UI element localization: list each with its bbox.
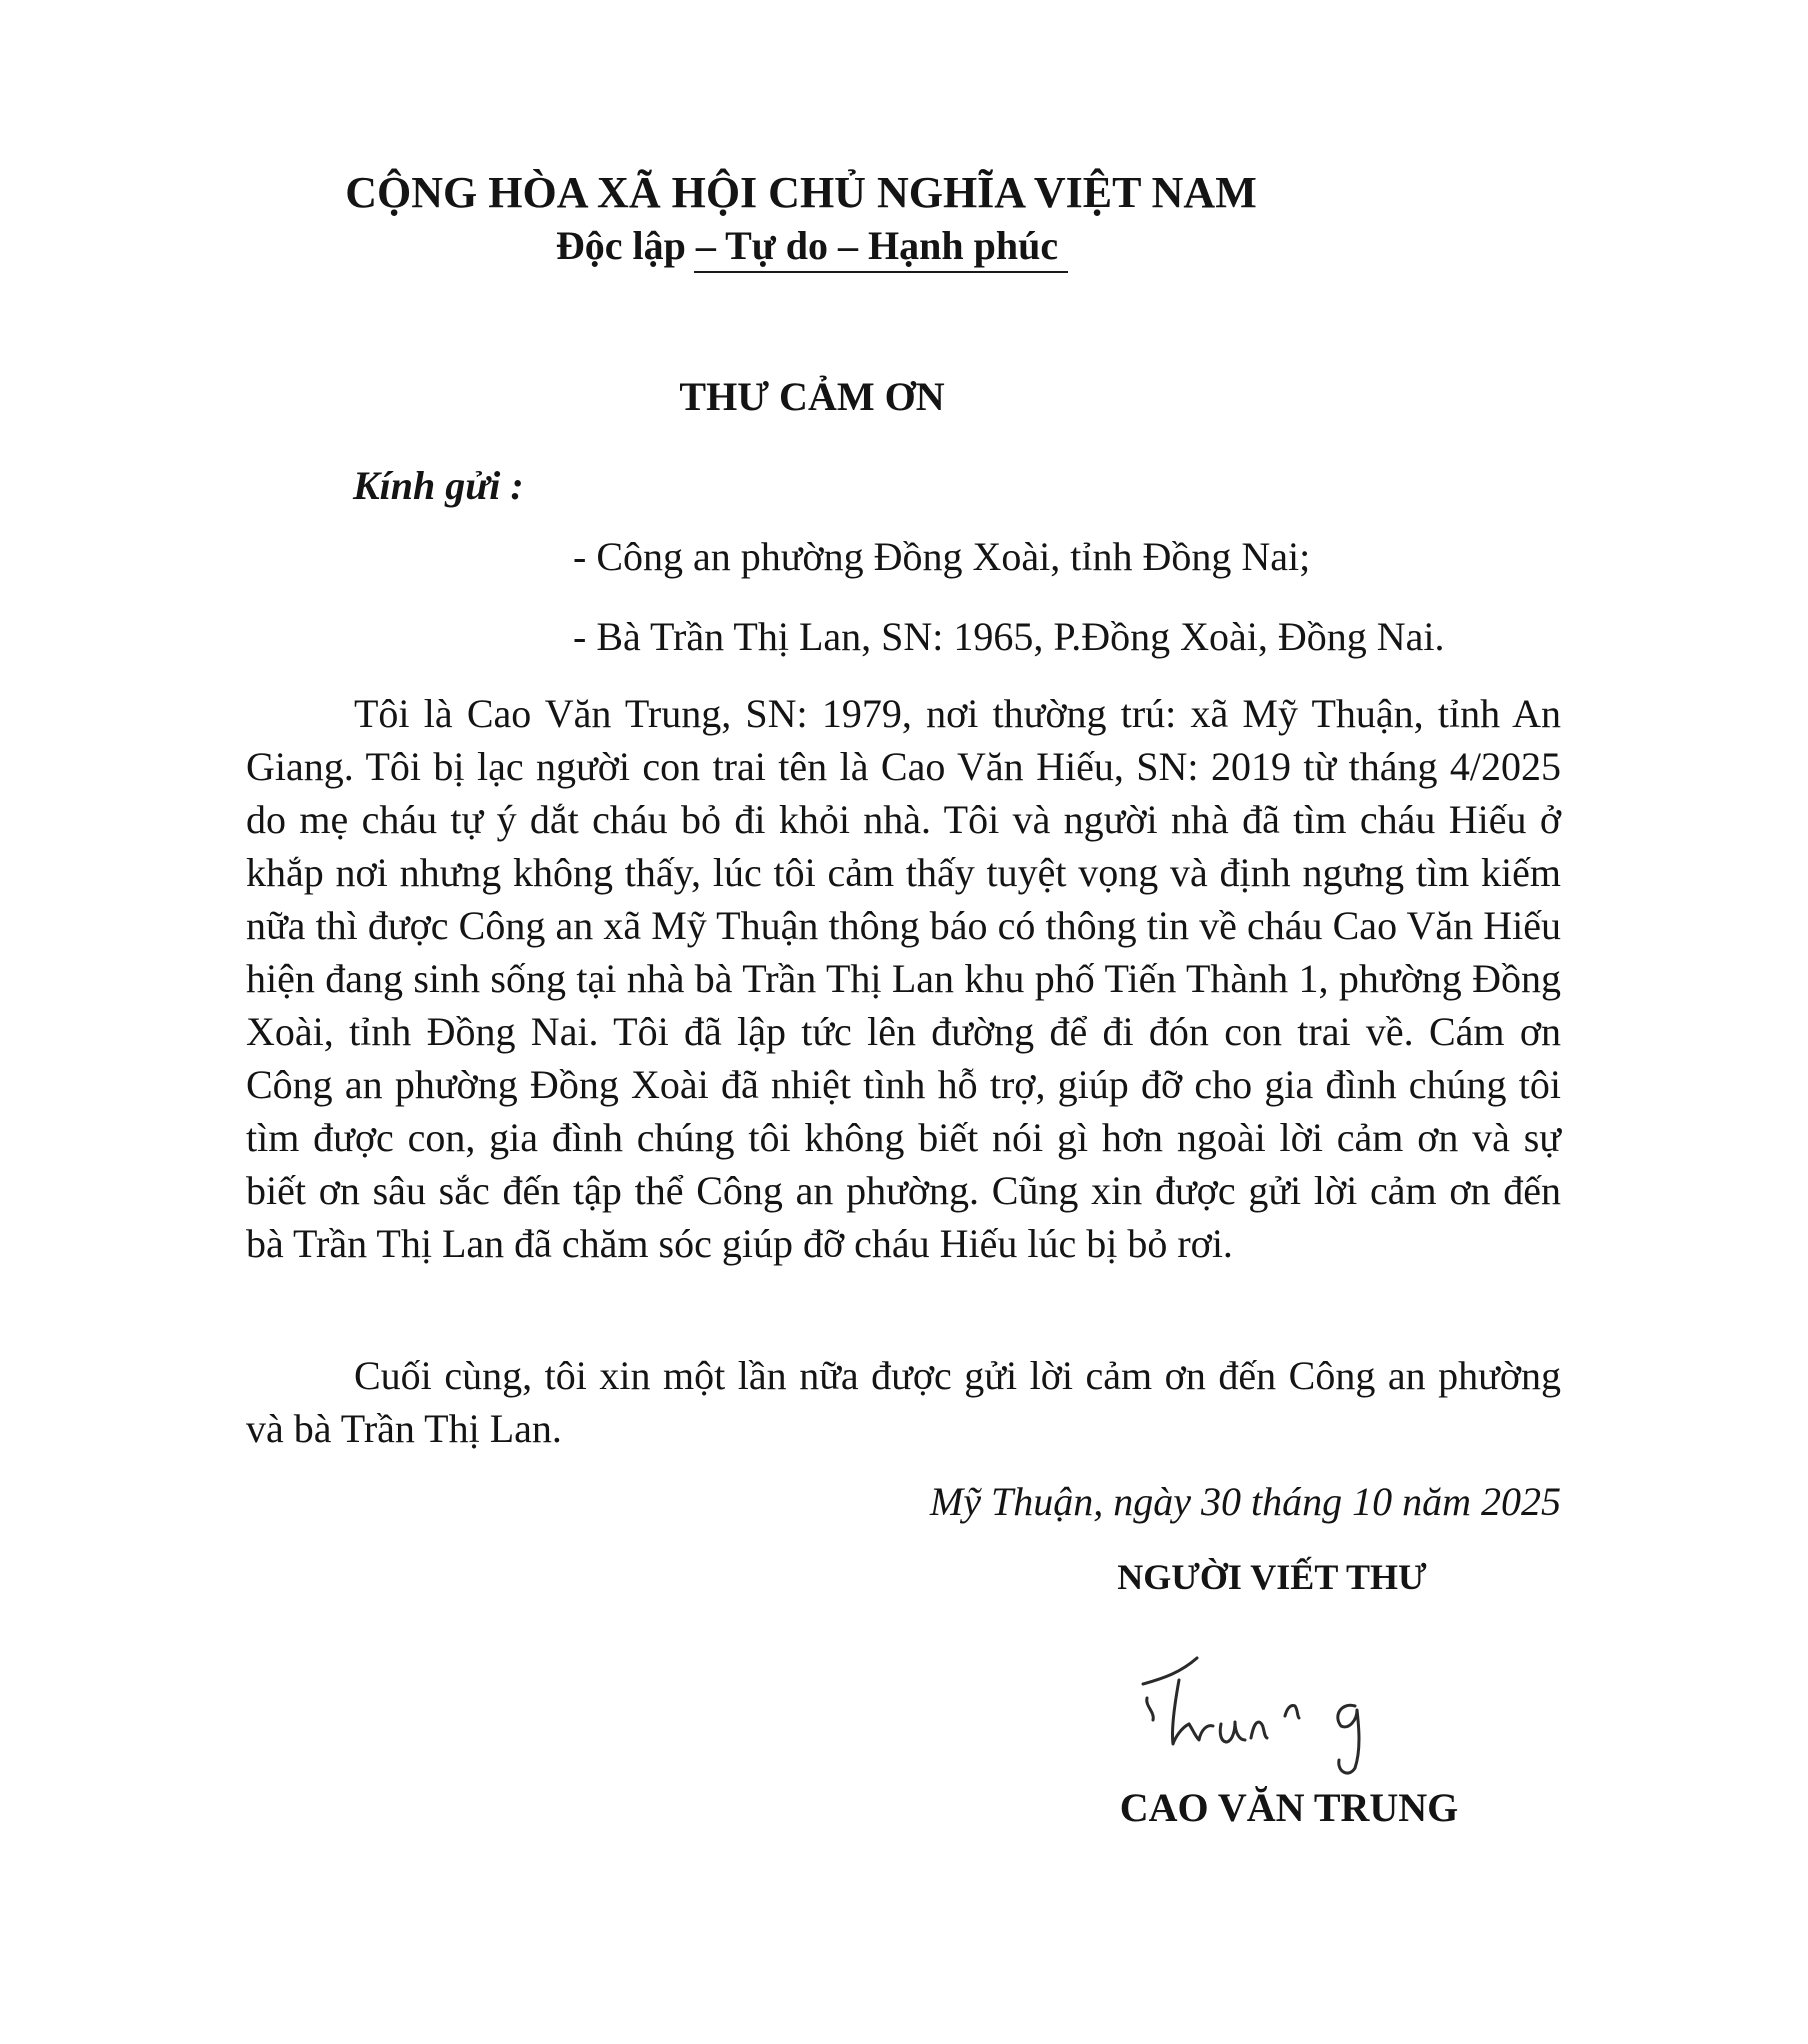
signer-name: CAO VĂN TRUNG bbox=[1119, 1785, 1459, 1830]
signer-title: NGƯỜI VIẾT THƯ bbox=[1117, 1557, 1427, 1597]
motto-underline bbox=[694, 271, 1068, 273]
place-and-date: Mỹ Thuận, ngày 30 tháng 10 năm 2025 bbox=[929, 1479, 1561, 1524]
national-motto: Độc lập – Tự do – Hạnh phúc bbox=[555, 223, 1059, 268]
handwritten-signature bbox=[1135, 1632, 1405, 1782]
recipient-item: - Công an phường Đồng Xoài, tỉnh Đồng Nai; bbox=[573, 534, 1311, 579]
national-title: CỘNG HÒA XÃ HỘI CHỦ NGHĨA VIỆT NAM bbox=[345, 168, 1257, 217]
salutation: Kính gửi : bbox=[353, 463, 524, 508]
letter-title: THƯ CẢM ƠN bbox=[679, 374, 945, 419]
recipient-item: - Bà Trần Thị Lan, SN: 1965, P.Đồng Xoài, Đồng Nai. bbox=[573, 614, 1445, 659]
body-paragraph: Tôi là Cao Văn Trung, SN: 1979, nơi thường trú: xã Mỹ Thuận, tỉnh An Giang. Tôi bị lạc người con trai tên là Cao Văn Hiếu, SN: 2019 từ tháng 4/2025 do mẹ cháu tự ý dắt cháu bỏ đi khỏi nhà. Tôi và người nhà đã tìm cháu Hiếu ở khắp nơi nhưng không thấy, lúc tôi cảm thấy tuyệt vọng và định ngưng tìm kiếm nữa thì được Công an xã Mỹ Thuận thông báo có thông tin về cháu Cao Văn Hiếu hiện đang sinh sống tại nhà bà Trần Thị Lan khu phố Tiến Thành 1, phường Đồng Xoài, tỉnh Đồng Nai. Tôi đã lập tức lên đường để đi đón con trai về. Cám ơn Công an phường Đồng Xoài đã nhiệt tình hỗ trợ, giúp đỡ cho gia đình chúng tôi tìm được con, gia đình chúng tôi không biết nói gì hơn ngoài lời cảm ơn và sự biết ơn sâu sắc đến tập thể Công an phường. Cũng xin được gửi lời cảm ơn đến bà Trần Thị Lan đã chăm sóc giúp đỡ cháu Hiếu lúc bị bỏ rơi. bbox=[246, 691, 1561, 1266]
body-paragraph: Cuối cùng, tôi xin một lần nữa được gửi lời cảm ơn đến Công an phường và bà Trần Thị Lan. bbox=[246, 1353, 1561, 1451]
